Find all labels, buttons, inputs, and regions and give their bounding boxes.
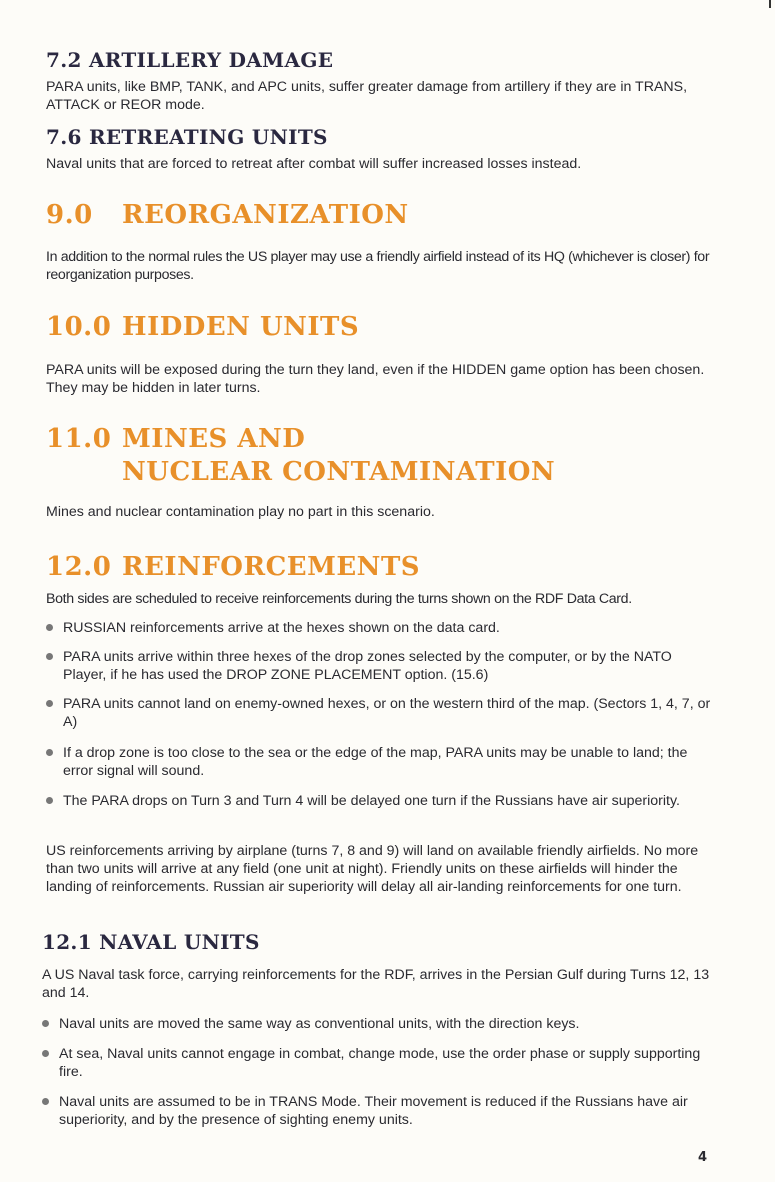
bullet-dot bbox=[46, 624, 53, 631]
section-12-bullet bbox=[46, 792, 718, 810]
section-12-1-heading: 12.1 NAVAL UNITS bbox=[42, 930, 260, 954]
section-9-text: In addition to the normal rules the US player may use a friendly airfield instead of its HQ (whichever is closer) for reorganization purposes. bbox=[46, 249, 710, 283]
section-12-bullet bbox=[46, 619, 718, 637]
bullet-text: PARA units cannot land on enemy-owned hexes, or on the western third of the map. (Sectors 1, 4, 7, or A) bbox=[63, 696, 711, 730]
section-9-heading bbox=[46, 199, 409, 232]
corner-mark bbox=[769, 0, 771, 8]
page-number: 4 bbox=[698, 1150, 708, 1165]
bullet-text: Naval units are assumed to be in TRANS Mode. Their movement is reduced if the Russians have air superiority, and by the presence of sighting enemy units. bbox=[59, 1094, 688, 1128]
bullet-text: PARA units arrive within three hexes of the drop zones selected by the computer, or by the NATO Player, if he has used the DROP ZONE PLACEMENT option. (15.6) bbox=[63, 649, 672, 683]
section-7-6-heading: 7.6 RETREATING UNITS bbox=[46, 125, 328, 149]
section-10-number: 10.0 bbox=[46, 312, 112, 342]
section-11-number: 11.0 bbox=[46, 424, 112, 454]
bullet-text: RUSSIAN reinforcements arrive at the hexes shown on the data card. bbox=[63, 620, 500, 636]
bullet-dot bbox=[46, 700, 53, 707]
section-12-1-bullet bbox=[42, 1093, 714, 1129]
section-10-title: HIDDEN UNITS bbox=[122, 312, 360, 342]
section-12-intro: Both sides are scheduled to receive reinforcements during the turns shown on the RDF Data Card. bbox=[46, 591, 632, 607]
section-11-title-line2: NUCLEAR CONTAMINATION bbox=[122, 457, 556, 487]
section-12-outro: US reinforcements arriving by airplane (turns 7, 8 and 9) will land on available friendly airfields. No more than two units will arrive at any field (one unit at night). Friendly units on these airfields will hinder the landing of reinforcements. Russian air superiority will delay all air-landing reinforcements for one turn. bbox=[46, 843, 699, 895]
section-11-text: Mines and nuclear contamination play no part in this scenario. bbox=[46, 504, 435, 520]
bullet-dot bbox=[46, 749, 53, 756]
section-12-1-bullet bbox=[42, 1045, 714, 1081]
bullet-dot bbox=[46, 653, 53, 660]
bullet-dot bbox=[42, 1020, 49, 1027]
bullet-text: At sea, Naval units cannot engage in combat, change mode, use the order phase or supply supporting fire. bbox=[59, 1046, 701, 1080]
bullet-dot bbox=[42, 1050, 49, 1057]
section-9-title: REORGANIZATION bbox=[122, 200, 409, 230]
section-11-title-line1: MINES AND bbox=[122, 424, 306, 454]
section-11-heading bbox=[46, 423, 555, 489]
bullet-text: Naval units are moved the same way as conventional units, with the direction keys. bbox=[59, 1016, 580, 1032]
bullet-text: The PARA drops on Turn 3 and Turn 4 will be delayed one turn if the Russians have air superiority. bbox=[63, 793, 680, 809]
section-12-1-intro: A US Naval task force, carrying reinforcements for the RDF, arrives in the Persian Gulf during Turns 12, 13 and 14. bbox=[42, 967, 710, 1001]
section-10-text: PARA units will be exposed during the turn they land, even if the HIDDEN game option has been chosen. They may be hidden in later turns. bbox=[46, 362, 705, 396]
section-12-title: REINFORCEMENTS bbox=[122, 552, 421, 582]
section-9-number: 9.0 bbox=[46, 200, 93, 230]
section-12-bullet bbox=[46, 695, 718, 731]
bullet-dot bbox=[46, 797, 53, 804]
bullet-text: If a drop zone is too close to the sea or the edge of the map, PARA units may be unable to land; the error signal will sound. bbox=[63, 745, 688, 779]
section-12-bullet bbox=[46, 744, 718, 780]
section-7-6-text: Naval units that are forced to retreat after combat will suffer increased losses instead. bbox=[46, 156, 582, 172]
section-12-heading bbox=[46, 551, 420, 584]
section-7-2-heading: 7.2 ARTILLERY DAMAGE bbox=[46, 48, 334, 72]
section-10-heading bbox=[46, 311, 359, 344]
section-12-1-bullet bbox=[42, 1015, 714, 1033]
bullet-dot bbox=[42, 1098, 49, 1105]
section-12-number: 12.0 bbox=[46, 552, 112, 582]
section-7-2-text: PARA units, like BMP, TANK, and APC units, suffer greater damage from artillery if they are in TRANS, ATTACK or REOR mode. bbox=[46, 79, 688, 113]
section-12-bullet bbox=[46, 648, 718, 684]
